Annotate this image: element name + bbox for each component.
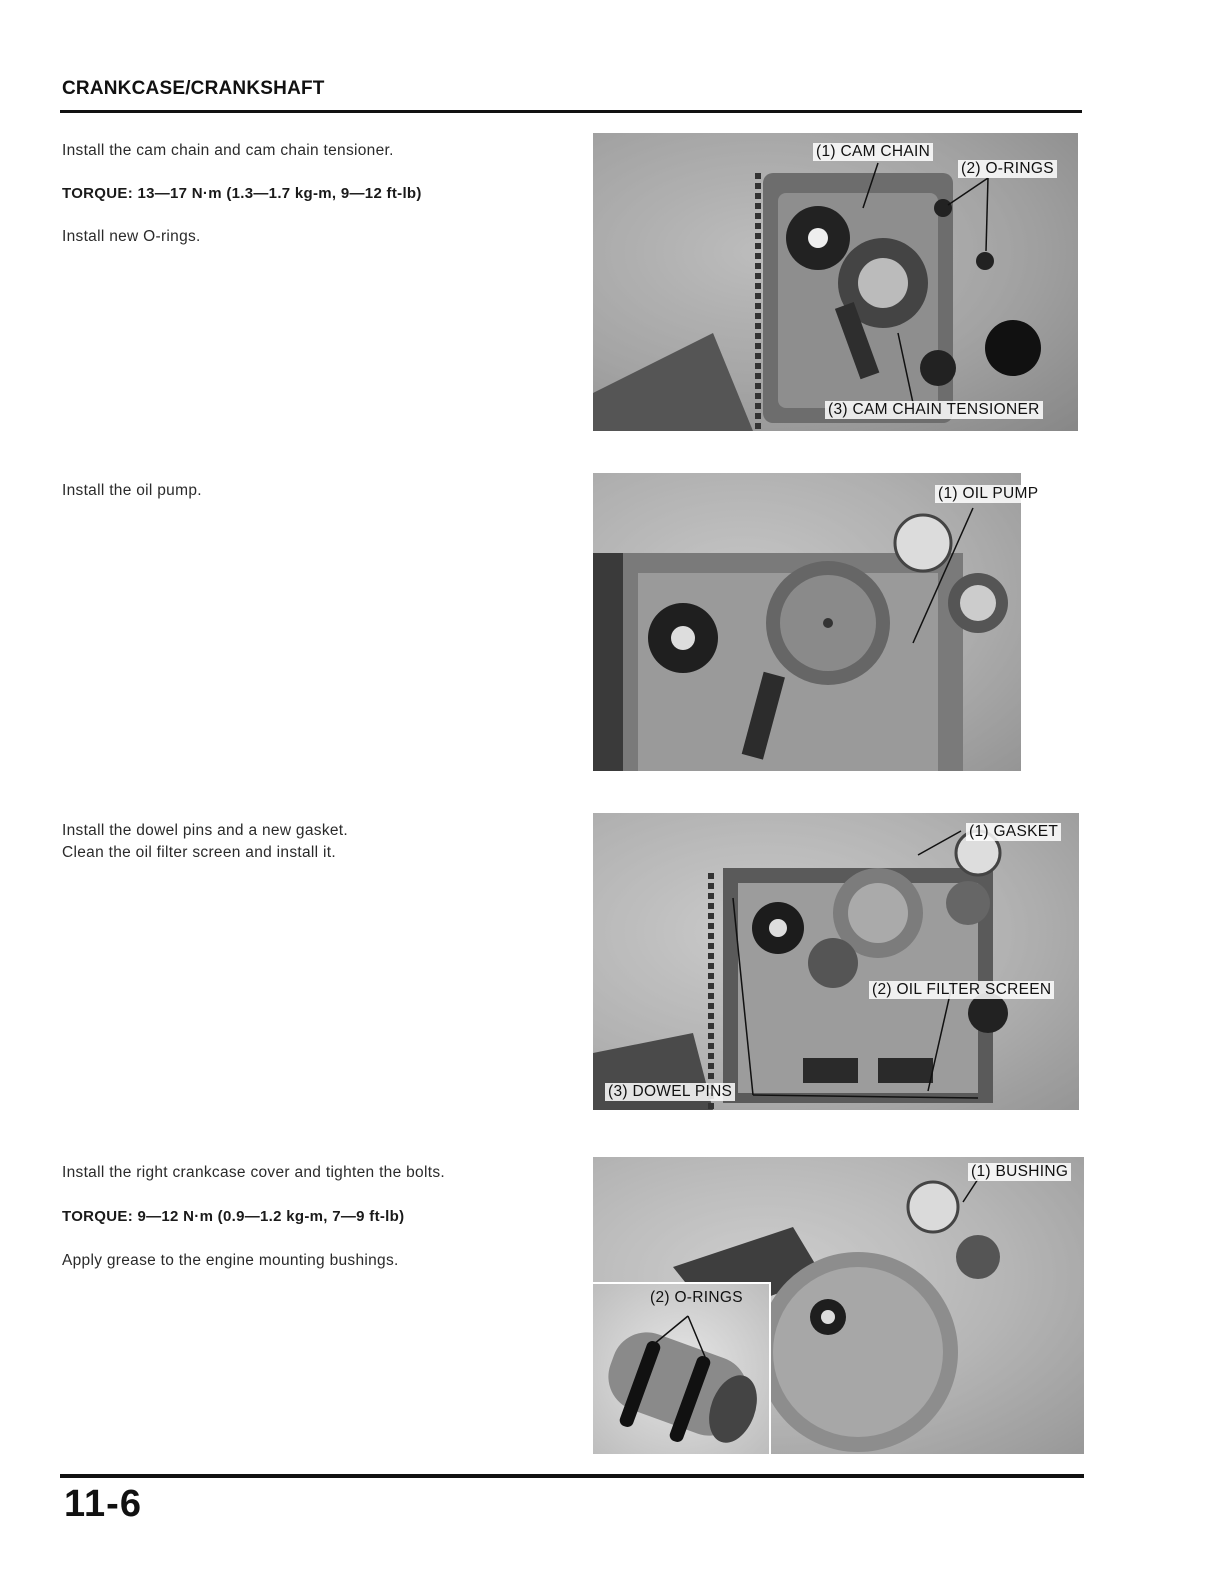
photo-gasket-drawing bbox=[593, 813, 1079, 1110]
inset-photo-o-rings bbox=[593, 1282, 771, 1454]
step-install-oil-pump: Install the oil pump. bbox=[62, 482, 202, 499]
step-clean-oil-filter: Clean the oil filter screen and install it. bbox=[62, 844, 336, 861]
page-number: 11-6 bbox=[64, 1483, 142, 1525]
step-install-crankcase-cover: Install the right crankcase cover and tighten the bolts. bbox=[62, 1164, 445, 1181]
callout-bushing: (1) BUSHING bbox=[968, 1163, 1071, 1181]
step-install-dowel-pins: Install the dowel pins and a new gasket. bbox=[62, 822, 349, 839]
callout-oil-filter-screen: (2) OIL FILTER SCREEN bbox=[869, 981, 1054, 999]
callout-dowel-pins: (3) DOWEL PINS bbox=[605, 1083, 735, 1101]
callout-gasket: (1) GASKET bbox=[966, 823, 1061, 841]
callout-cam-chain: (1) CAM CHAIN bbox=[813, 143, 933, 161]
photo-gasket bbox=[593, 813, 1079, 1110]
callout-cam-chain-tensioner: (3) CAM CHAIN TENSIONER bbox=[825, 401, 1043, 419]
header-rule bbox=[60, 110, 1082, 113]
page-title: CRANKCASE/CRANKSHAFT bbox=[62, 78, 325, 99]
step-install-cam-chain: Install the cam chain and cam chain tensioner. bbox=[62, 142, 394, 159]
photo-oil-pump-drawing bbox=[593, 473, 1021, 771]
torque-spec-cam-chain: TORQUE: 13—17 N·m (1.3—1.7 kg-m, 9—12 ft-lb) bbox=[62, 185, 422, 202]
step-install-o-rings: Install new O-rings. bbox=[62, 228, 201, 245]
callout-o-rings: (2) O-RINGS bbox=[958, 160, 1057, 178]
photo-oil-pump bbox=[593, 473, 1039, 771]
callout-o-rings-inset: (2) O-RINGS bbox=[650, 1289, 743, 1306]
photo-crankcase-cover bbox=[593, 1157, 1084, 1454]
step-apply-grease: Apply grease to the engine mounting bushings. bbox=[62, 1252, 399, 1269]
callout-oil-pump: (1) OIL PUMP bbox=[935, 485, 1041, 503]
photo-cam-chain bbox=[593, 133, 1078, 431]
inset-o-rings-drawing bbox=[593, 1284, 769, 1454]
torque-spec-crankcase-cover: TORQUE: 9—12 N·m (0.9—1.2 kg-m, 7—9 ft-lb) bbox=[62, 1208, 405, 1225]
footer-rule bbox=[60, 1474, 1084, 1478]
